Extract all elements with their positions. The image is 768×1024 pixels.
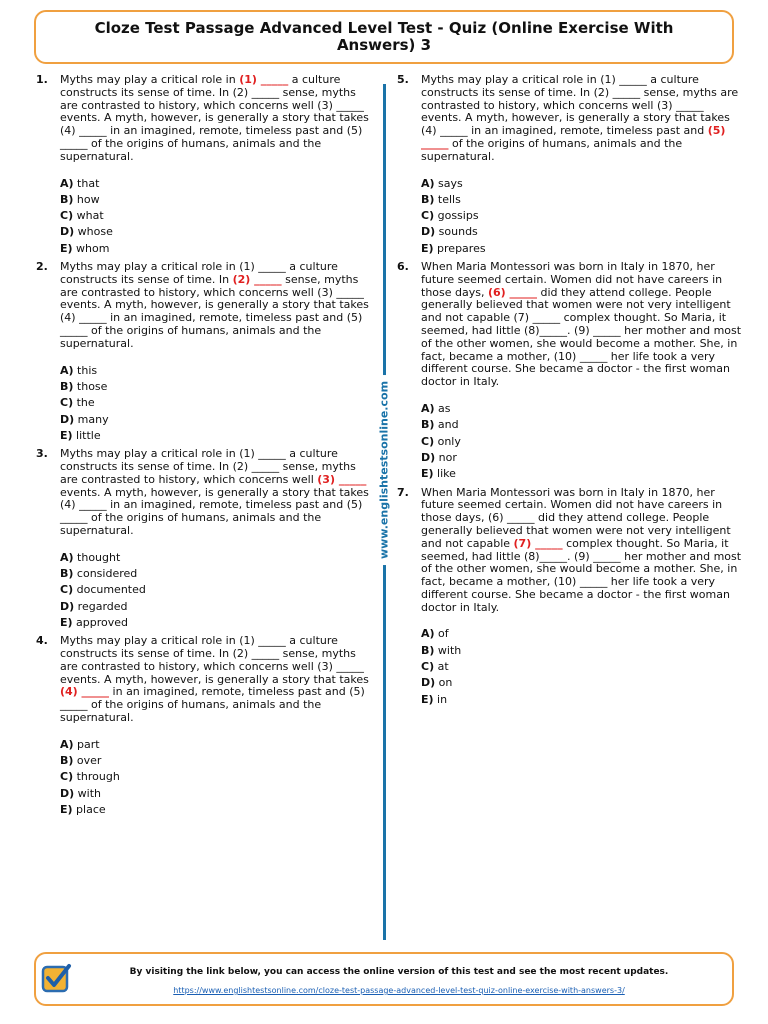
question-item [397,487,742,708]
question-passage [60,448,376,538]
option-letter: E) [421,467,434,481]
question-number: 4. [36,634,48,648]
option-letter: B) [421,418,435,432]
answer-option[interactable] [421,450,742,466]
option-letter: C) [421,434,435,448]
question-body [60,448,376,631]
option-letter: E) [60,428,73,442]
option-letter: A) [60,363,74,377]
question-body [60,74,376,257]
passage-text: of the origins of humans, animals and the supernatural. [421,136,683,163]
question-item [36,448,376,631]
option-letter: A) [421,402,435,416]
option-letter: D) [421,676,436,690]
answer-option[interactable] [421,434,742,450]
answer-option[interactable] [60,550,376,566]
question-body [421,74,742,257]
question-number: 1. [36,73,48,86]
checkbox-check-icon [40,962,72,994]
passage-text: Myths may play a critical role in (1) _____ a culture constructs its sense of time. In (2) _____ sense, myths are contrasted to history, which concerns well (3) _____ events. A myth, however, is generally a story that takes [60,634,369,686]
highlighted-blank: (6) _____ [487,285,538,299]
option-letter: C) [421,209,435,223]
question-body [60,261,376,444]
answer-option[interactable] [60,224,376,240]
option-letter: E) [60,241,73,255]
option-letter: C) [60,209,74,223]
answer-option[interactable] [60,208,376,224]
option-text: over [76,754,102,768]
answer-option[interactable] [60,769,376,785]
question-passage [60,635,376,725]
side-watermark-url: www.englishtestsonline.com [378,375,391,565]
passage-text: a culture constructs its sense of time. In (2) _____ sense, myths are contrasted to history, which concerns well (3) _____ events. A myth, however, is generally a story that takes (4) _____ in an imagined, remote, timeless past and (5) _____ of the origins of humans, animals and the supernatural. [60,73,369,163]
option-letter: D) [60,412,75,426]
passage-text: events. A myth, however, is generally a story that takes (4) _____ in an imagined, remote, timeless past and (5) _____ of the origins of humans, animals and the supernatural. [60,485,369,537]
answer-option[interactable] [421,466,742,482]
answer-option[interactable] [60,412,376,428]
footer-note: By visiting the link below, you can access the online version of this test and see the most recent updates. [129,967,669,977]
option-letter: A) [60,176,74,190]
option-text: that [77,176,100,190]
option-text: with [77,786,102,800]
option-letter: E) [60,615,73,629]
question-passage [421,261,742,389]
passage-text: complex thought. So Maria, it seemed, had little (8)_____. (9) _____ her mother and most of the other women, she would become a mother. She, in fact, became a mother, (10) _____ her life took a very different course. She became a doctor - the first woman doctor in Italy. [421,536,742,614]
option-text: considered [76,567,138,580]
answer-option[interactable] [60,241,376,257]
option-text: tells [437,192,461,206]
option-letter: E) [60,802,73,816]
answer-option[interactable] [421,643,742,659]
option-letter: C) [60,396,74,410]
question-body [421,261,742,482]
question-number: 5. [397,73,409,86]
option-letter: E) [421,241,434,255]
answer-options [60,176,376,257]
question-number: 3. [36,447,48,461]
option-text: whom [76,241,110,255]
question-item [397,261,742,482]
highlighted-blank: (5) _____ [421,124,726,150]
passage-text: sense, myths are contrasted to history, which concerns well (3) _____ events. A myth, however, is generally a story that takes (4) _____ in an imagined, remote, timeless past and (5) _____ of the origins of humans, animals and the supernatural. [60,272,369,350]
option-letter: B) [421,643,435,657]
option-text: of [438,627,449,641]
page-title: Cloze Test Passage Advanced Level Test - Quiz (Online Exercise With Answers) 3 [94,19,674,54]
option-text: prepares [437,241,486,255]
title-box [34,10,734,64]
answer-option[interactable] [60,599,376,615]
option-text: regarded [77,599,128,613]
footer-text [76,966,722,997]
passage-text: in an imagined, remote, timeless past and (5) _____ of the origins of humans, animals and the supernatural. [60,685,365,724]
option-letter: A) [60,737,74,751]
highlighted-blank: (2) _____ [232,272,282,286]
option-text: part [77,737,100,751]
option-letter: B) [421,192,435,206]
question-item [36,635,376,818]
option-text: in [437,692,448,706]
answer-option[interactable] [60,737,376,753]
answer-options [60,550,376,631]
left-column [36,74,376,822]
option-letter: A) [60,550,74,564]
option-text: many [77,412,109,426]
answer-option[interactable] [421,659,742,675]
answer-option[interactable] [60,786,376,802]
answer-option[interactable] [60,566,376,582]
answer-option[interactable] [60,802,376,818]
option-text: little [76,428,101,442]
highlighted-blank: (7) _____ [513,536,563,550]
answer-option[interactable] [421,626,742,642]
passage-text: When Maria Montessori was born in Italy in 1870, her future seemed certain. Women did not have careers in those days, [421,260,723,299]
answer-options [60,737,376,818]
answer-options [421,401,742,482]
option-text: with [437,643,462,657]
answer-options [60,363,376,444]
answer-options [421,626,742,707]
highlighted-blank: (3) _____ [317,472,367,486]
answer-option[interactable] [421,192,742,208]
option-text: the [76,396,95,410]
option-text: approved [76,615,129,629]
answer-option[interactable] [421,176,742,192]
question-number: 2. [36,260,48,274]
question-number: 7. [397,485,409,499]
option-text: whose [77,225,113,239]
option-text: sounds [438,225,478,239]
answer-option[interactable] [60,395,376,411]
question-body [421,487,742,708]
question-number: 6. [397,260,409,274]
answer-option[interactable] [60,379,376,395]
answer-option[interactable] [421,241,742,257]
option-letter: D) [60,599,75,613]
answer-option[interactable] [421,692,742,708]
footer-box [34,952,734,1006]
answer-option[interactable] [421,208,742,224]
option-text: at [437,660,449,674]
answer-option[interactable] [60,753,376,769]
answer-option[interactable] [60,615,376,631]
option-text: gossips [437,209,479,223]
option-letter: C) [60,583,74,597]
answer-option[interactable] [421,224,742,240]
passage-text: Myths may play a critical role in (1) _____ a culture constructs its sense of time. In (2) _____ sense, myths are contrasted to history, which concerns well [60,447,356,486]
highlighted-blank: (1) _____ [239,73,289,86]
answer-option[interactable] [60,582,376,598]
question-item [36,74,376,257]
option-letter: C) [421,660,435,674]
answer-option[interactable] [60,192,376,208]
question-body [60,635,376,818]
question-item [36,261,376,444]
option-text: place [76,802,106,816]
passage-text: did they attend college. People generally believed that women were not very intelligent and not capable (7) _____ complex thought. So Maria, it seemed, had little (8)_____. (9) _____ her mother and most of the other women, she would become a mother. She, in fact, became a mother, (10) _____ her life took a very different course. She became a doctor - the first woman doctor in Italy. [421,285,742,389]
question-passage [60,261,376,351]
option-text: documented [76,583,146,597]
option-text: only [437,434,461,448]
answer-option[interactable] [60,428,376,444]
option-text: this [77,363,98,377]
option-letter: D) [60,225,75,239]
option-letter: B) [60,567,74,580]
answer-option[interactable] [60,176,376,192]
option-letter: A) [421,627,435,641]
question-passage [60,74,376,164]
passage-text: When Maria Montessori was born in Italy in 1870, her future seemed certain. Women did not have careers in those days, (6) _____ did they attend college. People generally believed that women were not very intelligent and not capable [421,485,731,550]
option-text: as [438,402,451,416]
option-letter: D) [60,786,75,800]
option-text: like [437,467,456,481]
option-letter: B) [60,379,74,393]
passage-text: Myths may play a critical role in [60,73,240,86]
right-column [397,74,742,712]
option-letter: E) [421,692,434,706]
answer-option[interactable] [421,417,742,433]
question-passage [421,74,742,164]
option-text: on [438,676,453,690]
option-letter: B) [60,192,74,206]
answer-option[interactable] [421,401,742,417]
answer-option[interactable] [60,363,376,379]
question-item [397,74,742,257]
passage-text: Myths may play a critical role in (1) _____ a culture constructs its sense of time. In (2) _____ sense, myths are contrasted to history, which concerns well (3) _____ events. A myth, however, is generally a story that takes (4) _____ in an imagined, remote, timeless past and [421,73,739,138]
option-letter: D) [421,225,436,239]
option-letter: C) [60,770,74,784]
answer-options [421,176,742,257]
passage-text: Myths may play a critical role in (1) _____ a culture constructs its sense of time. In [60,260,338,286]
question-passage [421,487,742,615]
option-text: and [437,418,459,432]
option-text: says [438,176,463,190]
option-letter: A) [421,176,435,190]
answer-option[interactable] [421,675,742,691]
highlighted-blank: (4) _____ [60,685,110,699]
option-text: thought [77,550,121,564]
option-text: what [76,209,104,223]
option-letter: D) [421,450,436,464]
option-text: nor [438,450,457,464]
option-text: through [76,770,120,784]
online-version-link[interactable]: https://www.englishtestsonline.com/cloze-test-passage-advanced-level-test-quiz-online-exercise-with-answers-3/ [173,986,625,995]
option-text: those [76,379,108,393]
option-letter: B) [60,754,74,768]
option-text: how [76,192,100,206]
